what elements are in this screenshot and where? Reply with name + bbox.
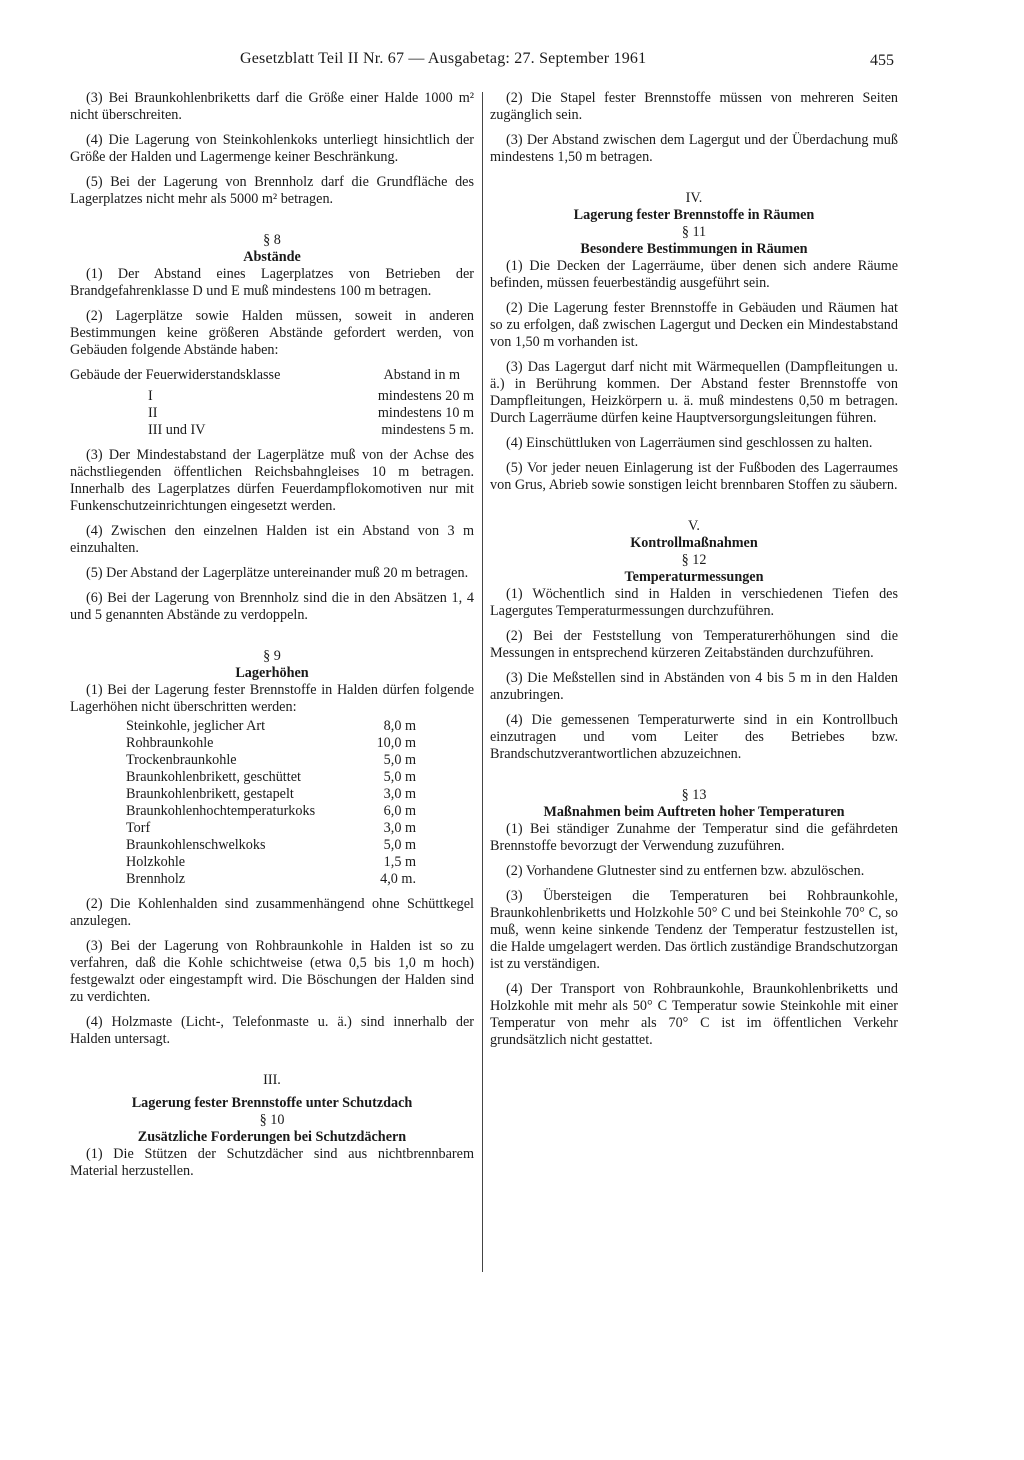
- column-divider: [482, 92, 483, 1272]
- paragraph-12-3: (3) Die Meßstellen sind in Abständen von 4 bis 5 m in den Halden anzubringen.: [490, 670, 898, 703]
- paragraph-8-4: (4) Zwischen den einzelnen Halden ist ein Abstand von 3 m einzuhalten.: [70, 523, 474, 556]
- height-value: 5,0 m: [383, 752, 416, 768]
- paragraph-8-6: (6) Bei der Lagerung von Brennholz sind die in den Absätzen 1, 4 und 5 genannten Abstände zu verdoppeln.: [70, 590, 474, 623]
- table-row: [126, 752, 416, 769]
- part-4-number: IV.: [685, 190, 703, 206]
- paragraph-11-5: (5) Vor jeder neuen Einlagerung ist der Fußboden des Lagerraumes von Grus, Abrieb sowie sonstigen leicht brennbaren Stoffen zu säubern.: [490, 460, 898, 493]
- paragraph-11-2: (2) Die Lagerung fester Brennstoffe in Gebäuden und Räumen hat so zu erfolgen, daß zwischen Lagergut und Decken ein Mindestabstand von 1,50 m vorhanden ist.: [490, 300, 898, 350]
- fuel-name: Rohbraunkohle: [126, 735, 214, 751]
- table-row: [126, 786, 416, 803]
- section-8-title: Abstände: [243, 249, 301, 265]
- height-value: 3,0 m: [383, 820, 416, 836]
- height-value: 10,0 m: [376, 735, 416, 751]
- paragraph-11-4: (4) Einschüttluken von Lagerräumen sind geschlossen zu halten.: [506, 435, 873, 451]
- paragraph-10-2: (2) Die Stapel fester Brennstoffe müssen von mehreren Seiten zugänglich sein.: [490, 90, 898, 123]
- distance-header-value: Abstand in m: [383, 367, 460, 383]
- paragraph-13-3: (3) Übersteigen die Temperaturen bei Rohbraunkohle, Braunkohlenbriketts und Holzkohle 50° C und bei Steinkohle 70° C, so muß, wenn keine sinkende Tendenz der Temperatur festzustellen ist, die Halde umgelagert werden. Das örtlich zuständige Brandschutzorgan ist zu verständigen.: [490, 888, 898, 972]
- part-3-number: III.: [263, 1072, 281, 1088]
- part-3-title: Lagerung fester Brennstoffe unter Schutzdach: [131, 1095, 413, 1111]
- left-column: [70, 90, 474, 1188]
- paragraph-12-2: (2) Bei der Feststellung von Temperaturerhöhungen sind die Messungen in entsprechend kürzeren Zeitabständen durchzuführen.: [490, 628, 898, 661]
- distance-header-class: Gebäude der Feuerwiderstandsklasse: [70, 367, 281, 383]
- paragraph-10-3: (3) Der Abstand zwischen dem Lagergut und der Überdachung muß mindestens 1,50 m betragen.: [490, 132, 898, 165]
- section-13-number: § 13: [681, 787, 707, 803]
- section-10-title: Zusätzliche Forderungen bei Schutzdächern: [137, 1129, 407, 1145]
- height-value: 8,0 m: [383, 718, 416, 734]
- paragraph-8-2: (2) Lagerplätze sowie Halden müssen, soweit in anderen Bestimmungen keine größeren Abstände gefordert werden, von Gebäuden folgende Abstände haben:: [70, 308, 474, 358]
- section-8-number: § 8: [263, 232, 281, 248]
- paragraph-12-4: (4) Die gemessenen Temperaturwerte sind in ein Kontrollbuch einzutragen und vom Leiter des Betriebes bzw. Brandschutzverantwortlichen abzuzeichnen.: [490, 712, 898, 762]
- paragraph-8-5: (5) Der Abstand der Lagerplätze untereinander muß 20 m betragen.: [86, 565, 469, 581]
- table-row: [126, 871, 416, 888]
- fuel-name: Holzkohle: [126, 854, 186, 870]
- table-row: [126, 854, 416, 871]
- table-row: [148, 422, 474, 439]
- table-row: [126, 735, 416, 752]
- section-9-number: § 9: [263, 648, 281, 664]
- paragraph-13-2: (2) Vorhandene Glutnester sind zu entfernen bzw. abzulöschen.: [506, 863, 865, 879]
- fuel-name: Steinkohle, jeglicher Art: [126, 718, 266, 734]
- fuel-name: Braunkohlenschwelkoks: [126, 837, 266, 853]
- distance-class: III und IV: [148, 422, 206, 438]
- distance-value: mindestens 10 m: [377, 405, 474, 421]
- height-value: 6,0 m: [383, 803, 416, 819]
- paragraph-12-1: (1) Wöchentlich sind in Halden in verschiedenen Tiefen des Lagergutes Temperaturmessungen durchzuführen.: [490, 586, 898, 619]
- distance-table: [148, 388, 474, 439]
- paragraph-7-3: (3) Bei Braunkohlenbriketts darf die Größe einer Halde 1000 m² nicht überschreiten.: [70, 90, 474, 123]
- distance-value: mindestens 5 m.: [381, 422, 474, 438]
- paragraph-8-1: (1) Der Abstand eines Lagerplatzes von Betrieben der Brandgefahrenklasse D und E muß mindestens 100 m betragen.: [70, 266, 474, 299]
- part-5-title: Kontrollmaßnahmen: [630, 535, 758, 551]
- table-row: [126, 820, 416, 837]
- section-10-number: § 10: [259, 1112, 285, 1128]
- section-11-title: Besondere Bestimmungen in Räumen: [580, 241, 808, 257]
- height-value: 1,5 m: [383, 854, 416, 870]
- paragraph-7-4: (4) Die Lagerung von Steinkohlenkoks unterliegt hinsichtlich der Größe der Halden und Lagermenge keiner Beschränkung.: [70, 132, 474, 165]
- fuel-name: Brennholz: [126, 871, 186, 887]
- section-12-title: Temperaturmessungen: [624, 569, 764, 585]
- height-value: 5,0 m: [383, 769, 416, 785]
- table-row: [126, 718, 416, 735]
- paragraph-9-2: (2) Die Kohlenhalden sind zusammenhängend ohne Schüttkegel anzulegen.: [70, 896, 474, 929]
- height-value: 5,0 m: [383, 837, 416, 853]
- right-column: [490, 90, 898, 1057]
- height-value: 3,0 m: [383, 786, 416, 802]
- storage-height-table: [126, 718, 416, 888]
- section-9-title: Lagerhöhen: [235, 665, 309, 681]
- fuel-name: Trockenbraunkohle: [126, 752, 237, 768]
- distance-table-header: [70, 367, 474, 384]
- table-row: [126, 803, 416, 820]
- paragraph-9-1: (1) Bei der Lagerung fester Brennstoffe in Halden dürfen folgende Lagerhöhen nicht überschritten werden:: [70, 682, 474, 715]
- table-row: [148, 388, 474, 405]
- section-12-number: § 12: [681, 552, 707, 568]
- part-5-number: V.: [688, 518, 700, 534]
- section-13-title: Maßnahmen beim Auftreten hoher Temperaturen: [543, 804, 845, 820]
- paragraph-13-1: (1) Bei ständiger Zunahme der Temperatur sind die gefährdeten Brennstoffe bevorzugt der Verwendung zuzuführen.: [490, 821, 898, 854]
- paragraph-10-1: (1) Die Stützen der Schutzdächer sind aus nichtbrennbarem Material herzustellen.: [70, 1146, 474, 1179]
- paragraph-11-1: (1) Die Decken der Lagerräume, über denen sich andere Räume befinden, müssen feuerbeständig ausgeführt sein.: [490, 258, 898, 291]
- part-4-title: Lagerung fester Brennstoffe in Räumen: [573, 207, 815, 223]
- table-row: [148, 405, 474, 422]
- running-title: Gesetzblatt Teil II Nr. 67 — Ausgabetag: 27. September 1961: [240, 50, 647, 67]
- fuel-name: Braunkohlenbrikett, gestapelt: [126, 786, 294, 802]
- distance-class: I: [148, 388, 153, 404]
- paragraph-13-4: (4) Der Transport von Rohbraunkohle, Braunkohlenbriketts und Holzkohle mit mehr als 50° C Temperatur sowie Steinkohle mit einer Temperatur von mehr als 70° C ist im öffentlichen Verkehr grundsätzlich nicht gestattet.: [490, 981, 898, 1048]
- table-row: [126, 837, 416, 854]
- fuel-name: Braunkohlenhochtemperaturkoks: [126, 803, 316, 819]
- section-11-number: § 11: [681, 224, 707, 240]
- paragraph-9-3: (3) Bei der Lagerung von Rohbraunkohle in Halden ist so zu verfahren, daß die Kohle schichtweise (etwa 0,5 bis 1,0 m hoch) festgewalzt oder eingestampft wird. Die Böschungen der Halden sind zu verdichten.: [70, 938, 474, 1005]
- paragraph-8-3: (3) Der Mindestabstand der Lagerplätze muß von der Achse des nächstliegenden öffentlichen Reichsbahngleises 10 m betragen. Innerhalb des Lagerplatzes dürfen Feuerdampflokomotiven nur mit Funkenschutzeinrichtungen eingesetzt werden.: [70, 447, 474, 514]
- fuel-name: Torf: [126, 820, 151, 836]
- paragraph-7-5: (5) Bei der Lagerung von Brennholz darf die Grundfläche des Lagerplatzes nicht mehr als 5000 m² betragen.: [70, 174, 474, 207]
- distance-class: II: [148, 405, 158, 421]
- fuel-name: Braunkohlenbrikett, geschüttet: [126, 769, 301, 785]
- page-header: [0, 50, 1024, 74]
- table-row: [126, 769, 416, 786]
- height-value: 4,0 m.: [380, 871, 416, 887]
- distance-value: mindestens 20 m: [377, 388, 474, 404]
- page-number: 455: [870, 52, 894, 69]
- paragraph-11-3: (3) Das Lagergut darf nicht mit Wärmequellen (Dampfleitungen u. ä.) in Berührung kommen. Der Abstand fester Brennstoffe von Dampfleitungen, Heizkörpern u. ä. muß mindestens 0,50 m betragen. Durch Lagerräume dürfen keine Hauptversorgungsleitungen führen.: [490, 359, 898, 426]
- paragraph-9-4: (4) Holzmaste (Licht-, Telefonmaste u. ä.) sind innerhalb der Halden untersagt.: [70, 1014, 474, 1047]
